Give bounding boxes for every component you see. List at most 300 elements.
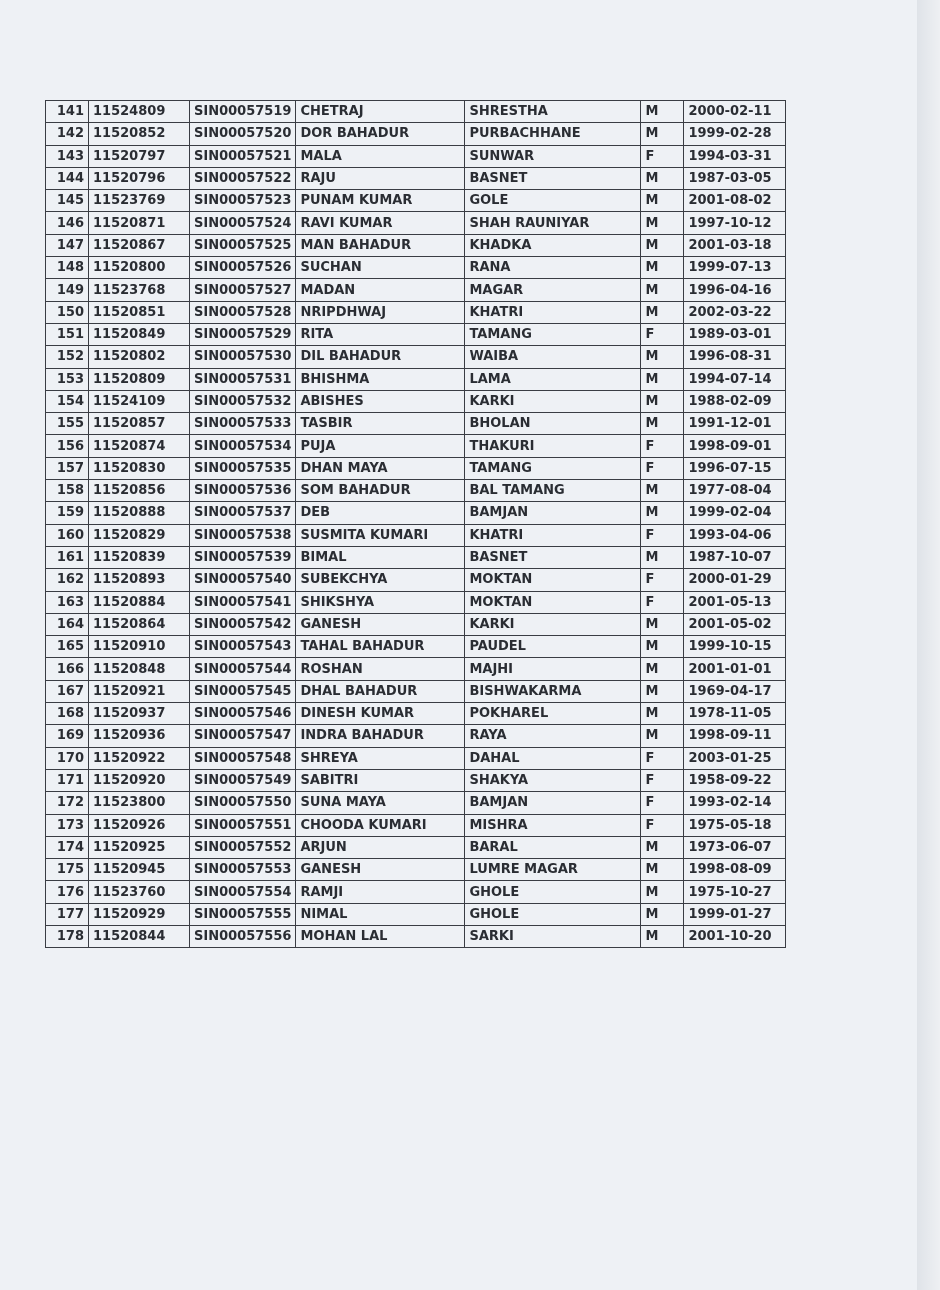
gender-cell: M xyxy=(641,925,684,947)
last-name-cell: SUNWAR xyxy=(465,145,641,167)
table-row xyxy=(46,502,786,524)
last-name-cell: LUMRE MAGAR xyxy=(465,859,641,881)
sin-number-cell: SIN00057555 xyxy=(190,903,296,925)
date-of-birth-cell: 1999-02-04 xyxy=(684,502,786,524)
date-of-birth-cell: 1993-04-06 xyxy=(684,524,786,546)
first-name-cell: MALA xyxy=(296,145,465,167)
last-name-cell: PURBACHHANE xyxy=(465,123,641,145)
table-row xyxy=(46,903,786,925)
id-number-cell: 11520857 xyxy=(89,413,190,435)
first-name-cell: DINESH KUMAR xyxy=(296,703,465,725)
gender-cell: M xyxy=(641,613,684,635)
date-of-birth-cell: 2001-01-01 xyxy=(684,658,786,680)
last-name-cell: BISHWAKARMA xyxy=(465,680,641,702)
id-number-cell: 11520920 xyxy=(89,769,190,791)
sin-number-cell: SIN00057548 xyxy=(190,747,296,769)
serial-number-cell: 144 xyxy=(46,167,89,189)
serial-number-cell: 166 xyxy=(46,658,89,680)
id-number-cell: 11524109 xyxy=(89,390,190,412)
date-of-birth-cell: 1996-07-15 xyxy=(684,457,786,479)
gender-cell: F xyxy=(641,569,684,591)
sin-number-cell: SIN00057536 xyxy=(190,480,296,502)
sin-number-cell: SIN00057554 xyxy=(190,881,296,903)
sin-number-cell: SIN00057546 xyxy=(190,703,296,725)
gender-cell: M xyxy=(641,636,684,658)
sin-number-cell: SIN00057520 xyxy=(190,123,296,145)
last-name-cell: SHAKYA xyxy=(465,769,641,791)
sin-number-cell: SIN00057519 xyxy=(190,101,296,123)
table-row xyxy=(46,390,786,412)
first-name-cell: BIMAL xyxy=(296,546,465,568)
gender-cell: F xyxy=(641,792,684,814)
first-name-cell: DIL BAHADUR xyxy=(296,346,465,368)
table-row xyxy=(46,435,786,457)
last-name-cell: BAMJAN xyxy=(465,792,641,814)
gender-cell: M xyxy=(641,881,684,903)
last-name-cell: SHRESTHA xyxy=(465,101,641,123)
id-number-cell: 11520856 xyxy=(89,480,190,502)
serial-number-cell: 167 xyxy=(46,680,89,702)
table-row xyxy=(46,145,786,167)
date-of-birth-cell: 1996-08-31 xyxy=(684,346,786,368)
serial-number-cell: 154 xyxy=(46,390,89,412)
sin-number-cell: SIN00057534 xyxy=(190,435,296,457)
date-of-birth-cell: 1997-10-12 xyxy=(684,212,786,234)
id-number-cell: 11520864 xyxy=(89,613,190,635)
table-row xyxy=(46,323,786,345)
id-number-cell: 11520802 xyxy=(89,346,190,368)
id-number-cell: 11520849 xyxy=(89,323,190,345)
id-number-cell: 11520839 xyxy=(89,546,190,568)
first-name-cell: SUBEKCHYA xyxy=(296,569,465,591)
sin-number-cell: SIN00057528 xyxy=(190,301,296,323)
date-of-birth-cell: 1999-10-15 xyxy=(684,636,786,658)
table-row xyxy=(46,257,786,279)
first-name-cell: NIMAL xyxy=(296,903,465,925)
last-name-cell: BAL TAMANG xyxy=(465,480,641,502)
first-name-cell: RAMJI xyxy=(296,881,465,903)
sin-number-cell: SIN00057527 xyxy=(190,279,296,301)
gender-cell: M xyxy=(641,480,684,502)
serial-number-cell: 172 xyxy=(46,792,89,814)
last-name-cell: RAYA xyxy=(465,725,641,747)
table-row xyxy=(46,524,786,546)
id-number-cell: 11520830 xyxy=(89,457,190,479)
date-of-birth-cell: 1991-12-01 xyxy=(684,413,786,435)
sin-number-cell: SIN00057549 xyxy=(190,769,296,791)
first-name-cell: GANESH xyxy=(296,613,465,635)
serial-number-cell: 164 xyxy=(46,613,89,635)
first-name-cell: SUNA MAYA xyxy=(296,792,465,814)
serial-number-cell: 152 xyxy=(46,346,89,368)
gender-cell: F xyxy=(641,524,684,546)
id-number-cell: 11520925 xyxy=(89,836,190,858)
last-name-cell: MISHRA xyxy=(465,814,641,836)
date-of-birth-cell: 2002-03-22 xyxy=(684,301,786,323)
id-number-cell: 11520936 xyxy=(89,725,190,747)
first-name-cell: SUCHAN xyxy=(296,257,465,279)
table-row xyxy=(46,346,786,368)
table-row xyxy=(46,591,786,613)
id-number-cell: 11520829 xyxy=(89,524,190,546)
serial-number-cell: 141 xyxy=(46,101,89,123)
serial-number-cell: 153 xyxy=(46,368,89,390)
last-name-cell: BASNET xyxy=(465,167,641,189)
table-row xyxy=(46,480,786,502)
gender-cell: F xyxy=(641,591,684,613)
table-row xyxy=(46,725,786,747)
table-row xyxy=(46,190,786,212)
gender-cell: M xyxy=(641,167,684,189)
gender-cell: M xyxy=(641,212,684,234)
serial-number-cell: 173 xyxy=(46,814,89,836)
last-name-cell: SARKI xyxy=(465,925,641,947)
sin-number-cell: SIN00057529 xyxy=(190,323,296,345)
first-name-cell: ARJUN xyxy=(296,836,465,858)
date-of-birth-cell: 1998-09-01 xyxy=(684,435,786,457)
gender-cell: M xyxy=(641,390,684,412)
last-name-cell: MOKTAN xyxy=(465,591,641,613)
first-name-cell: RAVI KUMAR xyxy=(296,212,465,234)
last-name-cell: THAKURI xyxy=(465,435,641,457)
last-name-cell: MOKTAN xyxy=(465,569,641,591)
first-name-cell: GANESH xyxy=(296,859,465,881)
first-name-cell: SABITRI xyxy=(296,769,465,791)
first-name-cell: PUJA xyxy=(296,435,465,457)
sin-number-cell: SIN00057556 xyxy=(190,925,296,947)
roster-table xyxy=(45,100,786,948)
last-name-cell: RANA xyxy=(465,257,641,279)
first-name-cell: MAN BAHADUR xyxy=(296,234,465,256)
gender-cell: F xyxy=(641,323,684,345)
serial-number-cell: 145 xyxy=(46,190,89,212)
table-row xyxy=(46,212,786,234)
sin-number-cell: SIN00057525 xyxy=(190,234,296,256)
sin-number-cell: SIN00057545 xyxy=(190,680,296,702)
serial-number-cell: 163 xyxy=(46,591,89,613)
id-number-cell: 11520874 xyxy=(89,435,190,457)
roster-body xyxy=(46,101,786,948)
gender-cell: F xyxy=(641,457,684,479)
date-of-birth-cell: 1999-07-13 xyxy=(684,257,786,279)
table-row xyxy=(46,123,786,145)
sin-number-cell: SIN00057532 xyxy=(190,390,296,412)
sin-number-cell: SIN00057543 xyxy=(190,636,296,658)
id-number-cell: 11520871 xyxy=(89,212,190,234)
sin-number-cell: SIN00057535 xyxy=(190,457,296,479)
id-number-cell: 11520852 xyxy=(89,123,190,145)
table-row xyxy=(46,636,786,658)
first-name-cell: ROSHAN xyxy=(296,658,465,680)
table-row xyxy=(46,413,786,435)
first-name-cell: MOHAN LAL xyxy=(296,925,465,947)
table-row xyxy=(46,769,786,791)
date-of-birth-cell: 1989-03-01 xyxy=(684,323,786,345)
gender-cell: F xyxy=(641,435,684,457)
date-of-birth-cell: 1987-10-07 xyxy=(684,546,786,568)
gender-cell: M xyxy=(641,680,684,702)
id-number-cell: 11520922 xyxy=(89,747,190,769)
serial-number-cell: 149 xyxy=(46,279,89,301)
serial-number-cell: 156 xyxy=(46,435,89,457)
serial-number-cell: 160 xyxy=(46,524,89,546)
gender-cell: M xyxy=(641,859,684,881)
id-number-cell: 11520929 xyxy=(89,903,190,925)
gender-cell: M xyxy=(641,703,684,725)
gender-cell: F xyxy=(641,747,684,769)
table-row xyxy=(46,703,786,725)
date-of-birth-cell: 2003-01-25 xyxy=(684,747,786,769)
serial-number-cell: 155 xyxy=(46,413,89,435)
date-of-birth-cell: 1975-10-27 xyxy=(684,881,786,903)
gender-cell: M xyxy=(641,413,684,435)
date-of-birth-cell: 1958-09-22 xyxy=(684,769,786,791)
date-of-birth-cell: 1994-03-31 xyxy=(684,145,786,167)
table-row xyxy=(46,925,786,947)
sin-number-cell: SIN00057530 xyxy=(190,346,296,368)
first-name-cell: TASBIR xyxy=(296,413,465,435)
serial-number-cell: 158 xyxy=(46,480,89,502)
page-edge-shadow xyxy=(917,0,940,1290)
table-row xyxy=(46,747,786,769)
last-name-cell: KHADKA xyxy=(465,234,641,256)
last-name-cell: KHATRI xyxy=(465,301,641,323)
sin-number-cell: SIN00057553 xyxy=(190,859,296,881)
table-row xyxy=(46,792,786,814)
table-row xyxy=(46,658,786,680)
date-of-birth-cell: 1977-08-04 xyxy=(684,480,786,502)
first-name-cell: DHAL BAHADUR xyxy=(296,680,465,702)
serial-number-cell: 168 xyxy=(46,703,89,725)
date-of-birth-cell: 2001-08-02 xyxy=(684,190,786,212)
sin-number-cell: SIN00057539 xyxy=(190,546,296,568)
serial-number-cell: 176 xyxy=(46,881,89,903)
sin-number-cell: SIN00057526 xyxy=(190,257,296,279)
gender-cell: M xyxy=(641,658,684,680)
gender-cell: M xyxy=(641,257,684,279)
table-row xyxy=(46,814,786,836)
sin-number-cell: SIN00057523 xyxy=(190,190,296,212)
date-of-birth-cell: 1999-02-28 xyxy=(684,123,786,145)
serial-number-cell: 177 xyxy=(46,903,89,925)
first-name-cell: NRIPDHWAJ xyxy=(296,301,465,323)
serial-number-cell: 142 xyxy=(46,123,89,145)
gender-cell: F xyxy=(641,145,684,167)
id-number-cell: 11523769 xyxy=(89,190,190,212)
last-name-cell: LAMA xyxy=(465,368,641,390)
sin-number-cell: SIN00057533 xyxy=(190,413,296,435)
id-number-cell: 11520893 xyxy=(89,569,190,591)
last-name-cell: POKHAREL xyxy=(465,703,641,725)
table-row xyxy=(46,569,786,591)
sin-number-cell: SIN00057547 xyxy=(190,725,296,747)
gender-cell: M xyxy=(641,368,684,390)
serial-number-cell: 171 xyxy=(46,769,89,791)
serial-number-cell: 159 xyxy=(46,502,89,524)
date-of-birth-cell: 1999-01-27 xyxy=(684,903,786,925)
sin-number-cell: SIN00057551 xyxy=(190,814,296,836)
date-of-birth-cell: 1988-02-09 xyxy=(684,390,786,412)
date-of-birth-cell: 2001-03-18 xyxy=(684,234,786,256)
serial-number-cell: 169 xyxy=(46,725,89,747)
id-number-cell: 11523768 xyxy=(89,279,190,301)
sin-number-cell: SIN00057550 xyxy=(190,792,296,814)
first-name-cell: BHISHMA xyxy=(296,368,465,390)
id-number-cell: 11520945 xyxy=(89,859,190,881)
serial-number-cell: 143 xyxy=(46,145,89,167)
first-name-cell: DHAN MAYA xyxy=(296,457,465,479)
gender-cell: F xyxy=(641,814,684,836)
gender-cell: M xyxy=(641,836,684,858)
date-of-birth-cell: 2000-01-29 xyxy=(684,569,786,591)
serial-number-cell: 178 xyxy=(46,925,89,947)
id-number-cell: 11520844 xyxy=(89,925,190,947)
last-name-cell: BAMJAN xyxy=(465,502,641,524)
gender-cell: M xyxy=(641,101,684,123)
sin-number-cell: SIN00057521 xyxy=(190,145,296,167)
last-name-cell: GHOLE xyxy=(465,881,641,903)
table-row xyxy=(46,881,786,903)
date-of-birth-cell: 1998-09-11 xyxy=(684,725,786,747)
serial-number-cell: 146 xyxy=(46,212,89,234)
gender-cell: M xyxy=(641,725,684,747)
date-of-birth-cell: 2001-10-20 xyxy=(684,925,786,947)
first-name-cell: TAHAL BAHADUR xyxy=(296,636,465,658)
serial-number-cell: 151 xyxy=(46,323,89,345)
table-row xyxy=(46,546,786,568)
id-number-cell: 11520800 xyxy=(89,257,190,279)
id-number-cell: 11520848 xyxy=(89,658,190,680)
serial-number-cell: 150 xyxy=(46,301,89,323)
gender-cell: M xyxy=(641,903,684,925)
gender-cell: M xyxy=(641,123,684,145)
date-of-birth-cell: 1998-08-09 xyxy=(684,859,786,881)
gender-cell: M xyxy=(641,546,684,568)
table-row xyxy=(46,167,786,189)
table-row xyxy=(46,680,786,702)
id-number-cell: 11520867 xyxy=(89,234,190,256)
last-name-cell: GOLE xyxy=(465,190,641,212)
first-name-cell: MADAN xyxy=(296,279,465,301)
last-name-cell: BASNET xyxy=(465,546,641,568)
date-of-birth-cell: 1978-11-05 xyxy=(684,703,786,725)
sin-number-cell: SIN00057524 xyxy=(190,212,296,234)
id-number-cell: 11524809 xyxy=(89,101,190,123)
first-name-cell: CHETRAJ xyxy=(296,101,465,123)
last-name-cell: PAUDEL xyxy=(465,636,641,658)
id-number-cell: 11520851 xyxy=(89,301,190,323)
first-name-cell: SHIKSHYA xyxy=(296,591,465,613)
date-of-birth-cell: 2000-02-11 xyxy=(684,101,786,123)
table-row xyxy=(46,613,786,635)
table-row xyxy=(46,301,786,323)
sin-number-cell: SIN00057552 xyxy=(190,836,296,858)
sin-number-cell: SIN00057540 xyxy=(190,569,296,591)
serial-number-cell: 174 xyxy=(46,836,89,858)
last-name-cell: DAHAL xyxy=(465,747,641,769)
id-number-cell: 11520884 xyxy=(89,591,190,613)
first-name-cell: CHOODA KUMARI xyxy=(296,814,465,836)
last-name-cell: MAJHI xyxy=(465,658,641,680)
id-number-cell: 11520888 xyxy=(89,502,190,524)
table-row xyxy=(46,279,786,301)
serial-number-cell: 157 xyxy=(46,457,89,479)
serial-number-cell: 165 xyxy=(46,636,89,658)
date-of-birth-cell: 1973-06-07 xyxy=(684,836,786,858)
last-name-cell: KARKI xyxy=(465,390,641,412)
table-row xyxy=(46,457,786,479)
table-row xyxy=(46,836,786,858)
id-number-cell: 11520926 xyxy=(89,814,190,836)
last-name-cell: GHOLE xyxy=(465,903,641,925)
id-number-cell: 11520937 xyxy=(89,703,190,725)
last-name-cell: TAMANG xyxy=(465,457,641,479)
date-of-birth-cell: 1975-05-18 xyxy=(684,814,786,836)
id-number-cell: 11520809 xyxy=(89,368,190,390)
id-number-cell: 11523760 xyxy=(89,881,190,903)
serial-number-cell: 161 xyxy=(46,546,89,568)
date-of-birth-cell: 1993-02-14 xyxy=(684,792,786,814)
last-name-cell: TAMANG xyxy=(465,323,641,345)
serial-number-cell: 148 xyxy=(46,257,89,279)
first-name-cell: ABISHES xyxy=(296,390,465,412)
last-name-cell: WAIBA xyxy=(465,346,641,368)
serial-number-cell: 147 xyxy=(46,234,89,256)
serial-number-cell: 162 xyxy=(46,569,89,591)
gender-cell: M xyxy=(641,190,684,212)
last-name-cell: SHAH RAUNIYAR xyxy=(465,212,641,234)
table-row xyxy=(46,101,786,123)
gender-cell: M xyxy=(641,502,684,524)
serial-number-cell: 170 xyxy=(46,747,89,769)
id-number-cell: 11523800 xyxy=(89,792,190,814)
table-row xyxy=(46,859,786,881)
first-name-cell: SHREYA xyxy=(296,747,465,769)
sin-number-cell: SIN00057522 xyxy=(190,167,296,189)
id-number-cell: 11520797 xyxy=(89,145,190,167)
first-name-cell: RAJU xyxy=(296,167,465,189)
id-number-cell: 11520921 xyxy=(89,680,190,702)
date-of-birth-cell: 1994-07-14 xyxy=(684,368,786,390)
first-name-cell: DEB xyxy=(296,502,465,524)
serial-number-cell: 175 xyxy=(46,859,89,881)
id-number-cell: 11520910 xyxy=(89,636,190,658)
last-name-cell: BARAL xyxy=(465,836,641,858)
gender-cell: F xyxy=(641,769,684,791)
gender-cell: M xyxy=(641,279,684,301)
first-name-cell: INDRA BAHADUR xyxy=(296,725,465,747)
id-number-cell: 11520796 xyxy=(89,167,190,189)
table-row xyxy=(46,234,786,256)
sin-number-cell: SIN00057531 xyxy=(190,368,296,390)
first-name-cell: PUNAM KUMAR xyxy=(296,190,465,212)
sin-number-cell: SIN00057544 xyxy=(190,658,296,680)
date-of-birth-cell: 1987-03-05 xyxy=(684,167,786,189)
sin-number-cell: SIN00057541 xyxy=(190,591,296,613)
last-name-cell: KHATRI xyxy=(465,524,641,546)
first-name-cell: SUSMITA KUMARI xyxy=(296,524,465,546)
date-of-birth-cell: 2001-05-13 xyxy=(684,591,786,613)
sin-number-cell: SIN00057538 xyxy=(190,524,296,546)
first-name-cell: DOR BAHADUR xyxy=(296,123,465,145)
first-name-cell: SOM BAHADUR xyxy=(296,480,465,502)
date-of-birth-cell: 1996-04-16 xyxy=(684,279,786,301)
sin-number-cell: SIN00057542 xyxy=(190,613,296,635)
gender-cell: M xyxy=(641,234,684,256)
last-name-cell: KARKI xyxy=(465,613,641,635)
first-name-cell: RITA xyxy=(296,323,465,345)
gender-cell: M xyxy=(641,346,684,368)
